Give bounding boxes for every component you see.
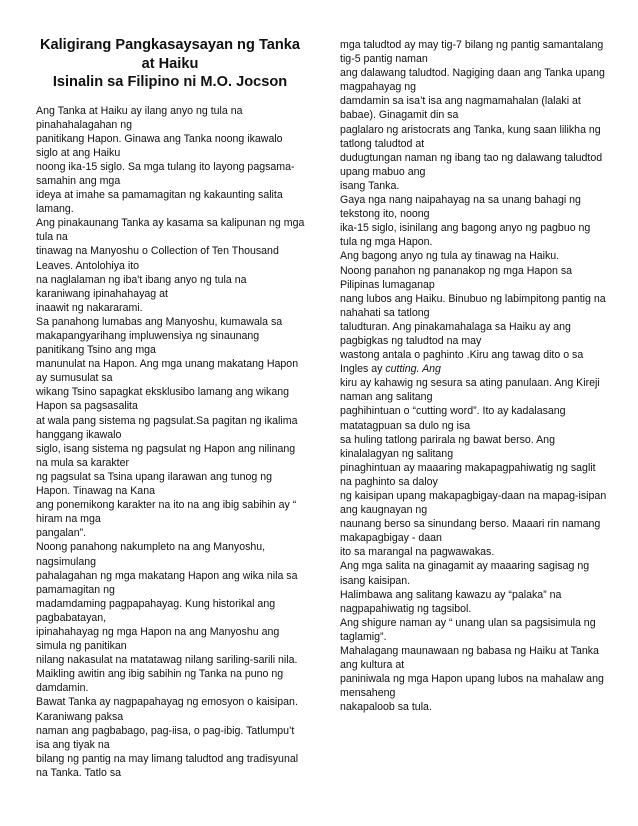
text-line: naunang berso sa sinundang berso. Maaari rin namang xyxy=(340,518,601,531)
text-line: mensaheng xyxy=(340,687,396,700)
text-line: panitikang Hapon. Ginawa ang Tanka noong ikawalo xyxy=(36,132,283,145)
text-line: Ang shigure naman ay “ unang ulan sa pagsisimula ng xyxy=(340,616,596,629)
text-line: ito sa marangal na pagwawakas. xyxy=(340,546,495,559)
text-line: manunulat na Hapon. Ang mga unang makatang Hapon xyxy=(36,358,299,371)
text-line: Ang mga salita na ginagamit ay maaaring sagisag ng xyxy=(340,560,590,573)
text-line: karaniwang ipinahahayag at xyxy=(36,287,168,300)
text-line: Sa panahong lumabas ang Manyoshu, kumawala sa xyxy=(36,315,283,328)
text-line: Ang bagong anyo ng tula ay tinawag na Haiku. xyxy=(340,250,560,263)
text-line: na naglalaman ng iba't ibang anyo ng tula na xyxy=(36,273,247,286)
text-line: isang kaisipan. xyxy=(340,574,411,587)
text-line: hiram na mga xyxy=(36,513,101,526)
text-line: Gaya nga nang naipahayag na sa unang bahagi ng xyxy=(340,194,581,207)
left-column xyxy=(36,36,304,780)
text-line: simula ng panitikan xyxy=(36,640,127,653)
text-line: madamdaming pagpapahayag. Kung historikal ang xyxy=(36,597,276,610)
text-line: magpahayag ng xyxy=(340,81,416,94)
text-line: naman ang pagbabago, pag-iisa, o pag-ibig. Tatlumpu’t xyxy=(36,724,295,737)
text-line: Hapon. Tinawag na Kana xyxy=(36,485,155,498)
text-line: tekstong ito, noong xyxy=(340,208,430,221)
text-line: samahin ang mga xyxy=(36,174,121,187)
text-line: noong ika-15 siglo. Sa mga tulang ito layong pagsama- xyxy=(36,160,295,173)
text-line: ang dalawang taludtod. Nagiging daan ang Tanka upang xyxy=(340,67,605,80)
text-line: lamang. xyxy=(36,203,74,216)
text-line: pahalagahan ng mga makatang Hapon ang wika nila sa xyxy=(36,569,298,582)
text-line: wikang Tsino sapagkat eksklusibo lamang ang wikang xyxy=(36,386,290,399)
italic-term: cutting. Ang xyxy=(385,363,441,376)
text-line: inaawit ng nakararami. xyxy=(36,301,143,314)
text-line: ideya at imahe sa pamamagitan ng kakaunting salita xyxy=(36,189,283,202)
text-line: ng pagsulat sa Tsina upang ilarawan ang tunog ng xyxy=(36,470,272,483)
document-title xyxy=(36,36,304,92)
text-line: ang kultura at xyxy=(340,659,405,672)
text-line: nang lubos ang Haiku. Binubuo ng labimpitong pantig na xyxy=(340,292,606,305)
right-body-text xyxy=(340,38,612,715)
title-subtitle: Isinalin sa Filipino ni M.O. Jocson xyxy=(52,74,288,90)
text-line: na paghinto sa daloy xyxy=(340,475,438,488)
text-line: panitikang Tsino ang mga xyxy=(36,344,156,357)
text-line: sa huling tatlong parirala ng bawat berso. Ang xyxy=(340,433,555,446)
text-line: isang Tanka. xyxy=(340,179,400,192)
text-line: babae). Ginagamit din sa xyxy=(340,109,459,122)
text-line: pamamagitan ng xyxy=(36,583,115,596)
text-line: Pilipinas lumaganap xyxy=(340,278,435,291)
text-line: Ang pinakaunang Tanka ay kasama sa kalipunan ng mga xyxy=(36,217,305,230)
text-line: wastong antala o paghinto .Kiru ang tawag dito o sa xyxy=(340,349,584,362)
text-line: makapangyarihang impluwensiya ng sinaunang xyxy=(36,330,260,342)
right-column xyxy=(340,38,612,715)
text-line: siglo at ang Haiku xyxy=(36,146,121,159)
text-line: nilang nakasulat na matatawag nilang sariling-sarili nila. xyxy=(36,654,298,667)
text-line: nahahati sa tatlong xyxy=(340,306,430,319)
text-line: pinahahalagahan ng xyxy=(36,118,133,131)
text-line: kiru ay kahawig ng sesura sa ating panulaan. Ang Kireji xyxy=(340,377,600,390)
text-line: na Tanka. Tatlo sa xyxy=(36,766,122,779)
title-line-2: at Haiku xyxy=(141,55,199,72)
left-body-text xyxy=(36,104,304,781)
text-line: tig-5 pantig naman xyxy=(340,53,428,66)
text-line: damdamin sa isa’t isa ang nagmamahalan (lalaki at xyxy=(340,95,581,108)
text-line: damdamin. xyxy=(36,682,89,695)
text-line: tula ng mga Hapon. xyxy=(340,236,433,249)
text-line: Noong panahon ng pananakop ng mga Hapon sa xyxy=(340,264,573,277)
text-line: Ingles ay cutting. Ang xyxy=(340,363,441,376)
text-line: naman ang salitang xyxy=(340,391,433,404)
text-line: dudugtungan naman ng ibang tao ng dalawang taludtod xyxy=(340,151,603,164)
title-line-1: Kaligirang Pangkasaysayan ng Tanka xyxy=(39,37,301,53)
text-line: ng kaisipan upang makapagbigay-daan na mapag-isipan xyxy=(340,490,607,502)
text-line: paniniwala ng mga Hapon upang lubos na mahalaw ang xyxy=(340,673,604,686)
text-line: tula na xyxy=(36,231,68,244)
text-line: makapagbigay - daan xyxy=(340,532,442,545)
text-line: hanggang ikawalo xyxy=(36,428,122,441)
text-line: isa ang tiyak na xyxy=(36,738,110,751)
text-line: Maikling awitin ang ibig sabihin ng Tanka na puno ng xyxy=(36,668,284,681)
text-line: taludturan. Ang pinakamahalaga sa Haiku ay ang xyxy=(340,320,571,333)
text-line: Leaves. Antolohiya ito xyxy=(36,259,140,272)
text-line: ang kaugnayan ng xyxy=(340,504,428,517)
text-line: taglamig”. xyxy=(340,630,387,643)
text-line: tatlong taludtod at xyxy=(340,137,425,150)
text-line: ay sumusulat sa xyxy=(36,372,113,385)
text-line: ika-15 siglo, isinilang ang bagong anyo ng pagbuo ng xyxy=(340,222,591,235)
text-line: Noong panahong nakumpleto na ang Manyoshu, xyxy=(36,541,266,554)
text-line: Hapon sa pagsasalita xyxy=(36,400,138,413)
text-line: at wala pang sistema ng pagsulat.Sa pagitan ng ikalima xyxy=(36,414,298,427)
text-line: nagsimulang xyxy=(36,555,97,568)
text-line: pagbabatayan, xyxy=(36,611,107,624)
text-line: Mahalagang maunawaan ng babasa ng Haiku at Tanka xyxy=(340,645,599,658)
text-line: paglalaro ng aristocrats ang Tanka, kung saan lilikha ng xyxy=(340,123,601,136)
text-line: Ang Tanka at Haiku ay ilang anyo ng tula na xyxy=(36,104,243,117)
text-line: kinalalagyan ng salitang xyxy=(340,447,454,460)
text-line: Halimbawa ang salitang kawazu ay “palaka” na xyxy=(340,588,562,601)
text-line: matatagpuan sa dulo ng isa xyxy=(340,419,471,432)
text-line: pinaghintuan ay maaaring makapagpahiwatig ng saglit xyxy=(340,461,596,474)
text-line: pagbigkas ng taludtod na may xyxy=(340,334,482,347)
text-line: nakapaloob sa tula. xyxy=(340,701,432,714)
text-line: ipinahahayag ng mga Hapon na ang Manyoshu ang xyxy=(36,625,280,638)
text-line: bilang ng pantig na may limang taludtod ang tradisyunal xyxy=(36,752,299,765)
text-line: pangalan”. xyxy=(36,527,87,540)
text-line: tinawag na Manyoshu o Collection of Ten Thousand xyxy=(36,245,279,258)
text-line: Bawat Tanka ay nagpapahayag ng emosyon o kaisipan. xyxy=(36,696,298,709)
text-line: Karaniwang paksa xyxy=(36,710,124,723)
text-line: nagpapahiwatig ng tagsibol. xyxy=(340,602,472,615)
text-line: ang ponemikong karakter na ito na ang ibig sabihin ay “ xyxy=(36,499,297,512)
text-line: paghihintuan o “cutting word”. Ito ay kadalasang xyxy=(340,405,566,418)
text-line: na mula sa karakter xyxy=(36,456,130,469)
text-line: siglo, isang sistema ng pagsulat ng Hapon ang nilinang xyxy=(36,442,296,455)
text-line: mga taludtod ay may tig-7 bilang ng pantig samantalang xyxy=(340,39,604,51)
text-line: upang mabuo ang xyxy=(340,165,426,178)
